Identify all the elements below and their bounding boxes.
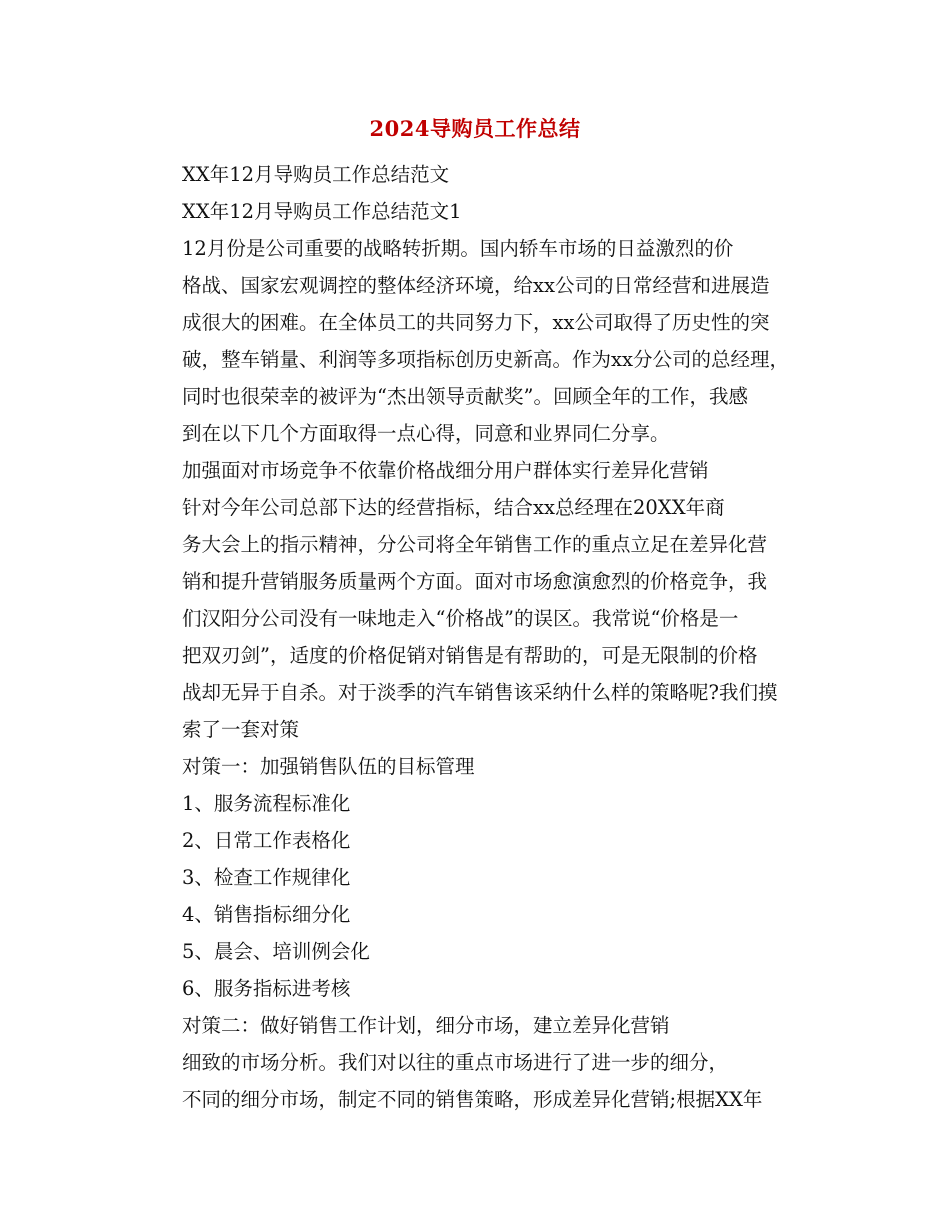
text-line: 12月份是公司重要的战略转折期。国内轿车市场的日益激烈的价 — [182, 237, 734, 260]
paragraph — [143, 933, 803, 970]
paragraph — [143, 970, 803, 1007]
text-line: 3、检查工作规律化 — [182, 866, 351, 889]
paragraph — [143, 489, 803, 748]
text-line: 销和提升营销服务质量两个方面。面对市场愈演愈烈的价格竞争，我 — [182, 570, 768, 593]
text-line: 1、服务流程标准化 — [182, 792, 351, 815]
paragraph — [143, 452, 803, 489]
text-line: 细致的市场分析。我们对以往的重点市场进行了进一步的细分， — [182, 1051, 729, 1074]
text-line: 到在以下几个方面取得一点心得，同意和业界同仁分享。 — [182, 422, 670, 445]
text-line: 2、日常工作表格化 — [182, 829, 351, 852]
text-line: 索了一套对策 — [182, 718, 300, 741]
text-line: XX年12月导购员工作总结范文1 — [182, 200, 462, 223]
text-line: XX年12月导购员工作总结范文 — [182, 163, 450, 186]
text-line: 加强面对市场竞争不依靠价格战细分用户群体实行差异化营销 — [182, 459, 709, 482]
text-line: 对策一：加强销售队伍的目标管理 — [182, 755, 475, 778]
paragraph — [143, 859, 803, 896]
text-line: 务大会上的指示精神，分公司将全年销售工作的重点立足在差异化营 — [182, 533, 768, 556]
text-line: 针对今年公司总部下达的经营指标，结合xx总经理在20XX年商 — [182, 496, 725, 519]
paragraph — [143, 748, 803, 785]
text-line: 对策二：做好销售工作计划，细分市场，建立差异化营销 — [182, 1014, 670, 1037]
paragraph — [143, 156, 803, 193]
text-line: 同时也很荣幸的被评为“杰出领导贡献奖”。回顾全年的工作，我感 — [182, 385, 748, 408]
paragraph — [143, 230, 803, 452]
paragraph — [143, 896, 803, 933]
text-line: 战却无异于自杀。对于淡季的汽车销售该采纳什么样的策略呢?我们摸 — [182, 681, 778, 704]
text-line: 破，整车销量、利润等多项指标创历史新高。作为xx分公司的总经理， — [182, 348, 789, 371]
text-line: 不同的细分市场，制定不同的销售策略，形成差异化营销;根据XX年 — [182, 1088, 763, 1111]
text-line: 6、服务指标进考核 — [182, 977, 351, 1000]
text-line: 把双刃剑”，适度的价格促销对销售是有帮助的，可是无限制的价格 — [182, 644, 758, 667]
paragraph — [143, 785, 803, 822]
paragraph — [143, 1007, 803, 1044]
paragraph — [143, 1044, 803, 1118]
document-title: 2024导购员工作总结 — [369, 116, 581, 141]
text-line: 们汉阳分公司没有一味地走入“价格战”的误区。我常说“价格是一 — [182, 607, 739, 630]
paragraph — [143, 822, 803, 859]
text-line: 成很大的困难。在全体员工的共同努力下，xx公司取得了历史性的突 — [182, 311, 770, 334]
text-line: 5、晨会、培训例会化 — [182, 940, 370, 963]
text-line: 4、销售指标细分化 — [182, 903, 351, 926]
paragraph — [143, 193, 803, 230]
text-line: 格战、国家宏观调控的整体经济环境，给xx公司的日常经营和进展造 — [182, 274, 770, 297]
document-body — [143, 156, 803, 1118]
